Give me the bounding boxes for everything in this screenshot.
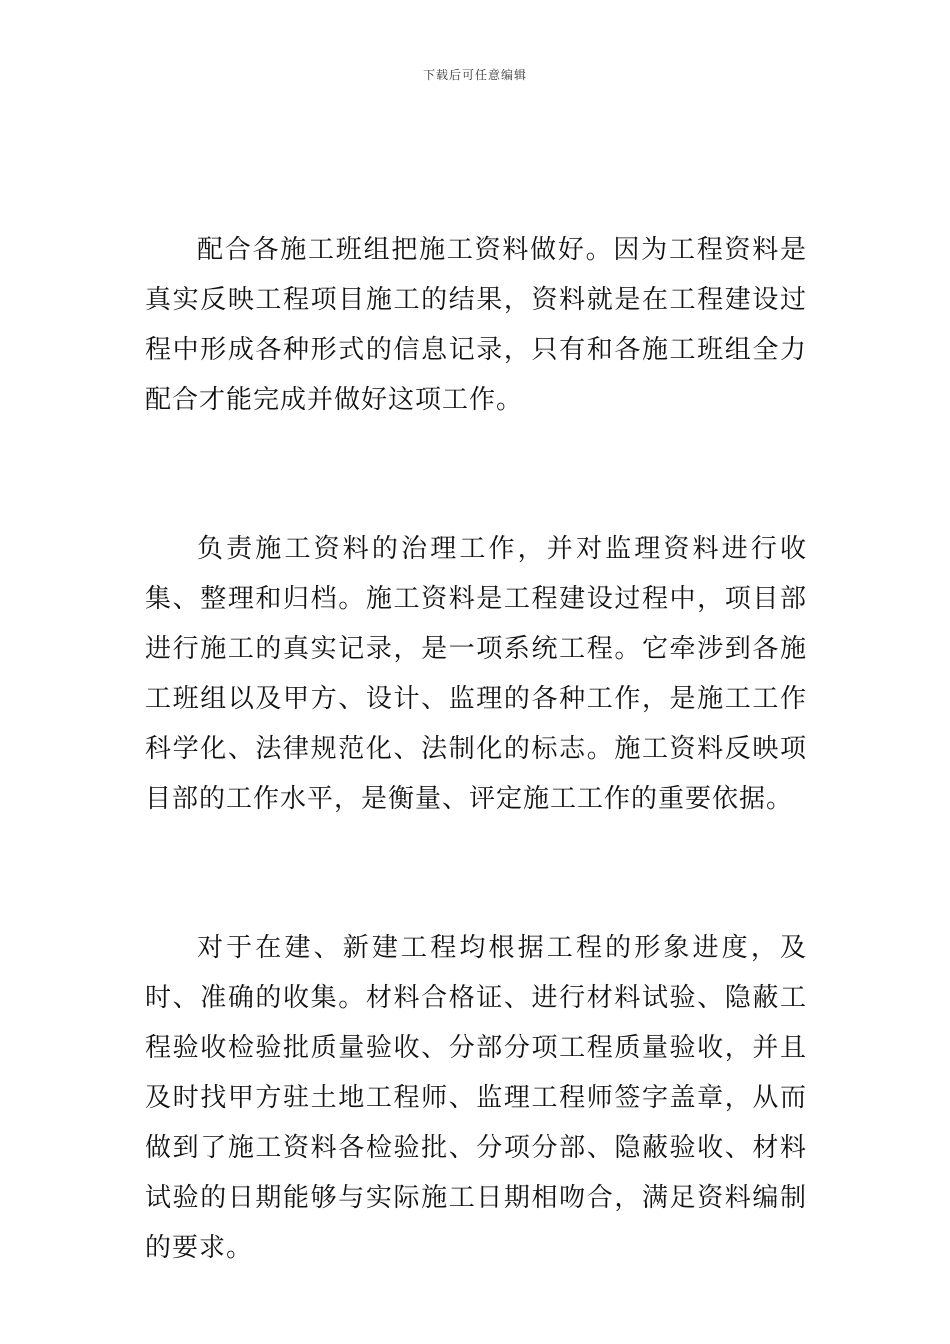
paragraph-3: 对于在建、新建工程均根据工程的形象进度，及时、准确的收集。材料合格证、进行材料试验、隐蔽工程验收检验批质量验收、分部分项工程质量验收，并且及时找甲方驻土地工程师、监理工程师签字盖章，从而做到了施工资料各检验批、分项分部、隐蔽验收、材料试验的日期能够与实际施工日期相吻合，满足资料编制的要求。 (145, 933, 807, 1263)
paragraph-2: 负责施工资料的治理工作，并对监理资料进行收集、整理和归档。施工资料是工程建设过程中，项目部进行施工的真实记录，是一项系统工程。它牵涉到各施工班组以及甲方、设计、监理的各种工作，是施工工作科学化、法律规范化、法制化的标志。施工资料反映项目部的工作水平，是衡量、评定施工工作的重要依据。 (145, 534, 807, 814)
paragraph-1: 配合各施工班组把施工资料做好。因为工程资料是真实反映工程项目施工的结果，资料就是在工程建设过程中形成各种形式的信息记录，只有和各施工班组全力配合才能完成并做好这项工作。 (145, 235, 807, 415)
page-header-note: 下载后可任意编辑 (422, 68, 527, 82)
